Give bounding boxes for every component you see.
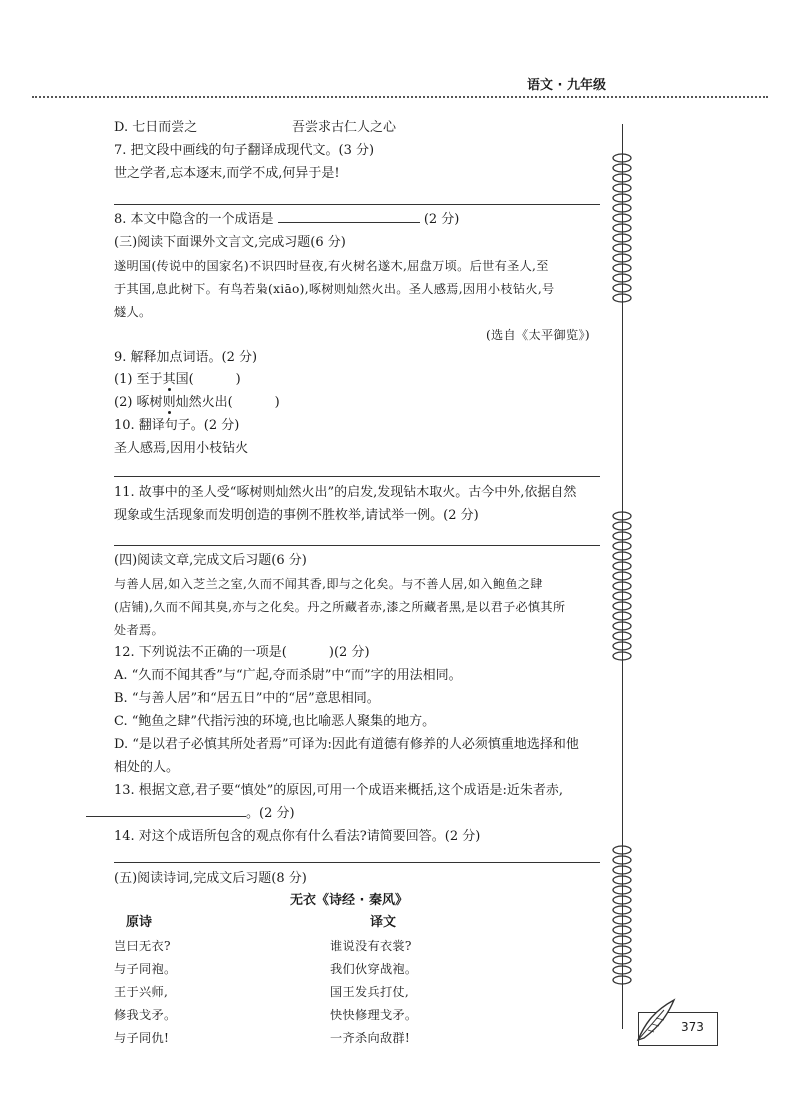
column-header-original: 原诗 [126, 915, 153, 930]
section-4-title: (四)阅读文章,完成文后习题(6 分) [114, 553, 307, 568]
poem-translation: 我们伙穿战袍。 [330, 962, 418, 976]
q9-1-close: ) [235, 372, 241, 387]
header-divider [32, 96, 768, 98]
dotted-word: 则 [162, 395, 176, 410]
question-12 [114, 645, 370, 661]
option-c: C. “鲍鱼之肆”代指污浊的环境,也比喻恶人聚集的地方。 [114, 714, 436, 729]
question-11-line-2: 现象或生活现象而发明创造的事例不胜枚举,请试举一例。(2 分) [114, 508, 479, 523]
binding-coil-icon [611, 842, 633, 992]
question-14: 14. 对这个成语所包含的观点你有什么看法?请简要回答。(2 分) [114, 829, 481, 844]
question-10-text: 圣人感焉,因用小枝钻火 [114, 441, 249, 456]
q9-2-close: ) [274, 395, 280, 410]
binding-coil-icon [611, 150, 633, 310]
q9-1-suffix: 国( [175, 372, 194, 387]
question-13-line-1: 13. 根据文意,君子要“慎处”的原因,可用一个成语来概括,这个成语是:近朱者赤, [114, 783, 564, 798]
question-8-prompt: 8. 本文中隐含的一个成语是 [114, 212, 274, 227]
section-3-title: (三)阅读下面课外文言文,完成习题(6 分) [114, 235, 346, 250]
section-4-para-2: (店铺),久而不闻其臭,亦与之化矣。丹之所藏者赤,漆之所藏者黑,是以君子必慎其所 [114, 600, 566, 614]
q9-2-suffix: 灿然火出( [175, 395, 233, 410]
answer-line[interactable] [114, 476, 600, 477]
poem-line: 岂曰无衣? [114, 939, 171, 953]
question-7-text: 世之学者,忘本逐末,而学不成,何异于是! [114, 166, 340, 181]
header-subject: 语文 · 九年级 [527, 78, 606, 93]
q13-points: 。(2 分) [246, 806, 295, 821]
q12-points: )(2 分) [328, 645, 370, 660]
poem-translation: 一齐杀向敌群! [330, 1031, 411, 1045]
section-4-para-3: 处者焉。 [114, 623, 164, 637]
answer-line[interactable] [114, 204, 600, 205]
poem-line: 与子同仇! [114, 1031, 170, 1045]
binding-coil-icon [611, 508, 633, 668]
section-3-para-2: 于其国,息此树下。有鸟若枭(xiāo),啄树则灿然火出。圣人感焉,因用小枝钻火,号 [114, 282, 555, 296]
question-8-points: (2 分) [423, 212, 460, 227]
poem-line: 与子同袍。 [114, 962, 177, 976]
option-d-right: 吾尝求古仁人之心 [292, 120, 397, 135]
question-11-line-1: 11. 故事中的圣人受“啄树则灿然火出”的启发,发现钻木取火。古今中外,依据自然 [114, 485, 577, 500]
section-3-source: (选自《太平御览》) [486, 328, 590, 342]
option-b: B. “与善人居”和“居五日”中的“居”意思相同。 [114, 691, 380, 706]
question-8 [114, 212, 459, 228]
option-a: A. “久而不闻其香”与“广起,夺而杀尉”中“而”字的用法相同。 [114, 668, 462, 683]
answer-blank[interactable] [278, 222, 420, 223]
answer-line[interactable] [114, 545, 600, 546]
poem-translation: 国王发兵打仗, [330, 985, 410, 999]
option-d-left: D. 七日而尝之 [114, 120, 198, 135]
q9-1-prefix: (1) 至于 [114, 372, 163, 387]
poem-translation: 快快修理戈矛。 [330, 1008, 418, 1022]
option-d-line-2: 相处的人。 [114, 760, 180, 775]
column-header-translation: 译文 [370, 915, 397, 930]
question-9-item-1 [114, 372, 241, 388]
poem-translation: 谁说没有衣裳? [330, 939, 412, 953]
section-4-para-1: 与善人居,如入芝兰之室,久而不闻其香,即与之化矣。与不善人居,如入鲍鱼之肆 [114, 577, 543, 591]
q9-2-prefix: (2) 啄树 [114, 395, 163, 410]
poem-line: 王于兴师, [114, 985, 169, 999]
question-7: 7. 把文段中画线的句子翻译成现代文。(3 分) [114, 143, 375, 158]
question-9-item-2 [114, 395, 280, 411]
question-9: 9. 解释加点词语。(2 分) [114, 350, 258, 365]
answer-line[interactable] [114, 862, 600, 863]
section-5-title: (五)阅读诗词,完成文后习题(8 分) [114, 871, 307, 886]
page-number: 373 [681, 1020, 704, 1034]
poem-title: 无衣《诗经 · 秦风》 [290, 893, 408, 908]
question-13-line-2 [86, 806, 295, 822]
answer-blank[interactable] [86, 816, 246, 817]
section-3-para-3: 燧人。 [114, 305, 152, 319]
poem-line: 修我戈矛。 [114, 1008, 177, 1022]
option-d-line-1: D. “是以君子必慎其所处者焉”可译为:因此有道德有修养的人必须慎重地选择和他 [114, 737, 579, 752]
feather-quill-icon [634, 996, 678, 1044]
question-10: 10. 翻译句子。(2 分) [114, 418, 240, 433]
dotted-word: 其 [162, 372, 176, 387]
section-3-para-1: 遂明国(传说中的国家名)不识四时昼夜,有火树名遂木,屈盘万顷。后世有圣人,至 [114, 259, 549, 273]
q12-prompt: 12. 下列说法不正确的一项是( [114, 645, 287, 660]
